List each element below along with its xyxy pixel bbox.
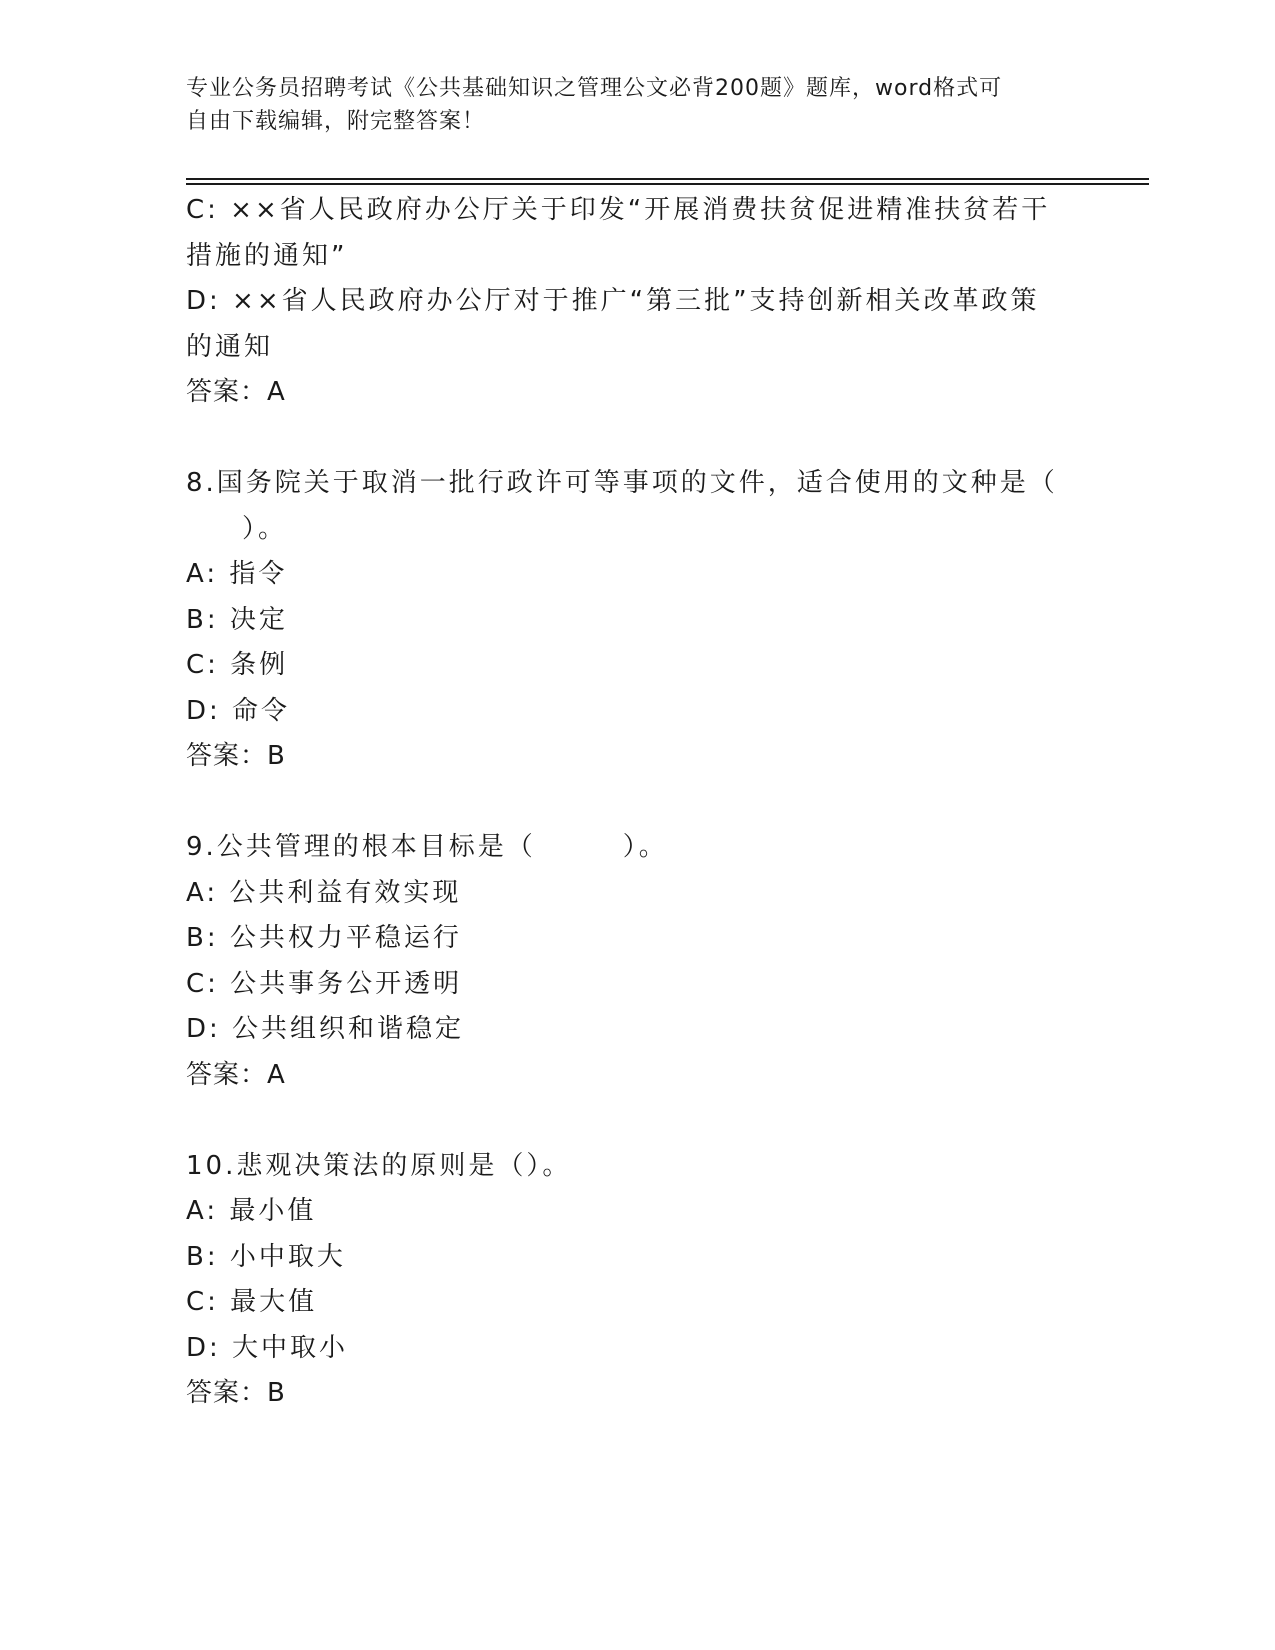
header-rule-top (186, 178, 1149, 180)
question-10-option-a: A: 最小值 (186, 1196, 317, 1226)
header-line-1: 专业公务员招聘考试《公共基础知识之管理公文必背200题》题库，word格式可 (186, 76, 1003, 101)
question-8-stem-line-2: ）。 (242, 513, 288, 544)
question-8-option-b: B: 决定 (186, 604, 288, 635)
header-rule-bottom (186, 183, 1149, 185)
question-8 (186, 461, 1086, 780)
question-7-tail (186, 188, 1086, 416)
question-10-option-b: B: 小中取大 (186, 1241, 346, 1272)
question-8-option-d: D: 命令 (186, 695, 291, 726)
document-header (186, 72, 1066, 138)
spacer (186, 780, 1086, 826)
option-c-line-2: 措施的通知” (186, 240, 348, 271)
question-10-option-d: D: 大中取小 (186, 1332, 349, 1363)
option-d-line-1: D: ××省人民政府办公厅对于推广“第三批”支持创新相关改革政策 (186, 286, 1040, 316)
question-9 (186, 825, 1086, 1098)
spacer (186, 416, 1086, 462)
question-9-option-a: A: 公共利益有效实现 (186, 877, 462, 908)
answer-8: 答案：B (186, 741, 286, 771)
question-9-option-d: D: 公共组织和谐稳定 (186, 1014, 465, 1044)
question-8-stem-line-1: 8.国务院关于取消一批行政许可等事项的文件，适合使用的文种是（ (186, 468, 1058, 498)
header-line-2: 自由下载编辑，附完整答案！ (186, 109, 486, 134)
answer-7: 答案：A (186, 377, 286, 407)
answer-9: 答案：A (186, 1059, 286, 1090)
option-d-line-2: 的通知 (186, 331, 274, 362)
question-10 (186, 1144, 1086, 1417)
question-list (186, 188, 1086, 1417)
question-9-option-c: C: 公共事务公开透明 (186, 968, 463, 999)
question-9-stem: 9.公共管理的根本目标是（ ）。 (186, 832, 668, 862)
question-9-option-b: B: 公共权力平稳运行 (186, 923, 462, 953)
spacer (186, 1098, 1086, 1144)
question-8-option-c: C: 条例 (186, 650, 289, 680)
question-8-option-a: A: 指令 (186, 559, 288, 589)
option-c-line-1: C: ××省人民政府办公厅关于印发“开展消费扶贫促进精准扶贫若干 (186, 195, 1051, 225)
question-10-stem: 10.悲观决策法的原则是（）。 (186, 1150, 572, 1181)
question-10-option-c: C: 最大值 (186, 1287, 318, 1317)
answer-10: 答案：B (186, 1378, 286, 1408)
